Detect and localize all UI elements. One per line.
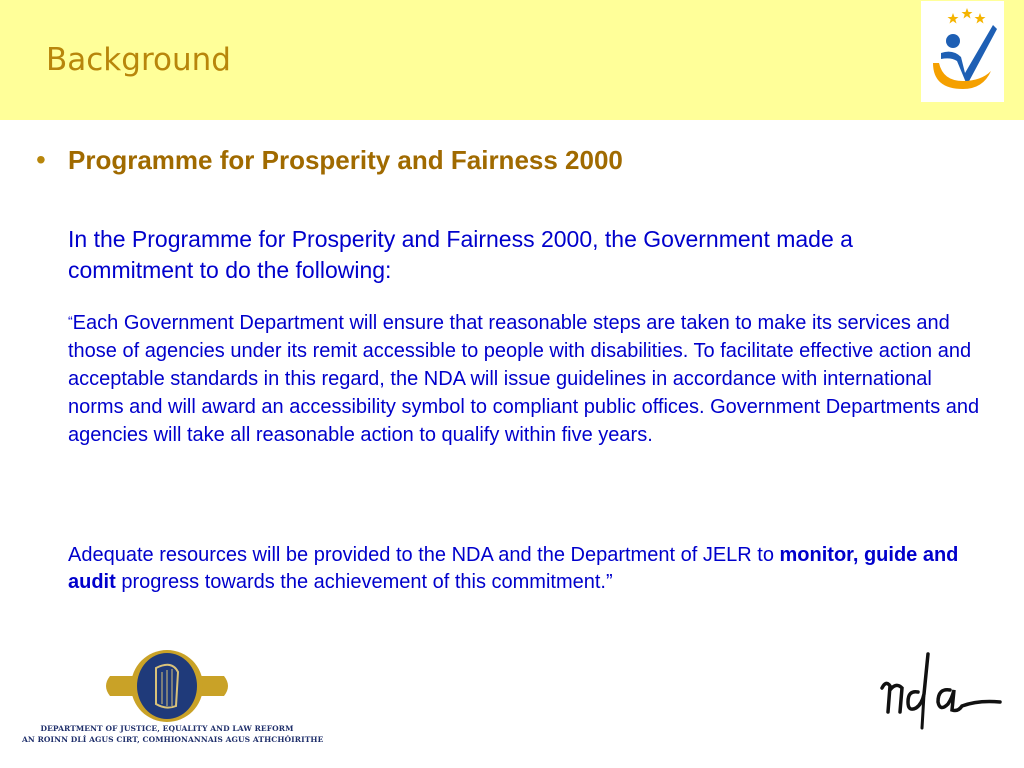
department-name-english: DEPARTMENT OF JUSTICE, EQUALITY AND LAW REFORM bbox=[40, 724, 294, 733]
resources-text-end: progress towards the achievement of this commitment.” bbox=[115, 571, 613, 593]
resources-emphasis: monitor, guide and audit bbox=[68, 544, 959, 593]
nda-logo bbox=[878, 650, 1008, 735]
section-heading: Programme for Prosperity and Fairness 2000 bbox=[68, 145, 623, 175]
quote-text: Each Government Department will ensure that reasonable steps are taken to make its services and those of agencies under its remit accessible to people with disabilities. To facilitate effective action and acceptable standards in this regard, the NDA will issue guidelines in accordance with international norms and will award an accessibility symbol to compliant public offices. Government Departments and agencies will take all reasonable action to qualify within five years. bbox=[68, 312, 980, 446]
intro-paragraph: In the Programme for Prosperity and Fairness 2000, the Government made a commitment to do the following: bbox=[68, 226, 853, 283]
slide-title: Background bbox=[46, 42, 231, 78]
resources-paragraph bbox=[68, 542, 988, 596]
quote-open-mark: “ bbox=[68, 313, 73, 329]
department-name-irish: AN ROINN DLÍ AGUS CIRT, COMHIONANNAIS AGUS ATHCHÓIRITHE bbox=[22, 735, 324, 744]
accessibility-logo bbox=[921, 1, 1004, 102]
department-logo bbox=[22, 650, 324, 750]
accessibility-symbol-icon bbox=[921, 1, 1004, 102]
resources-text-start: Adequate resources will be provided to the NDA and the Department of JELR to bbox=[68, 544, 780, 566]
bullet-marker: • bbox=[36, 144, 46, 175]
nda-signature-logo-icon bbox=[878, 650, 1008, 735]
quote-paragraph bbox=[68, 307, 988, 449]
harp-crest-icon bbox=[22, 650, 312, 722]
slide-header bbox=[0, 0, 1024, 120]
